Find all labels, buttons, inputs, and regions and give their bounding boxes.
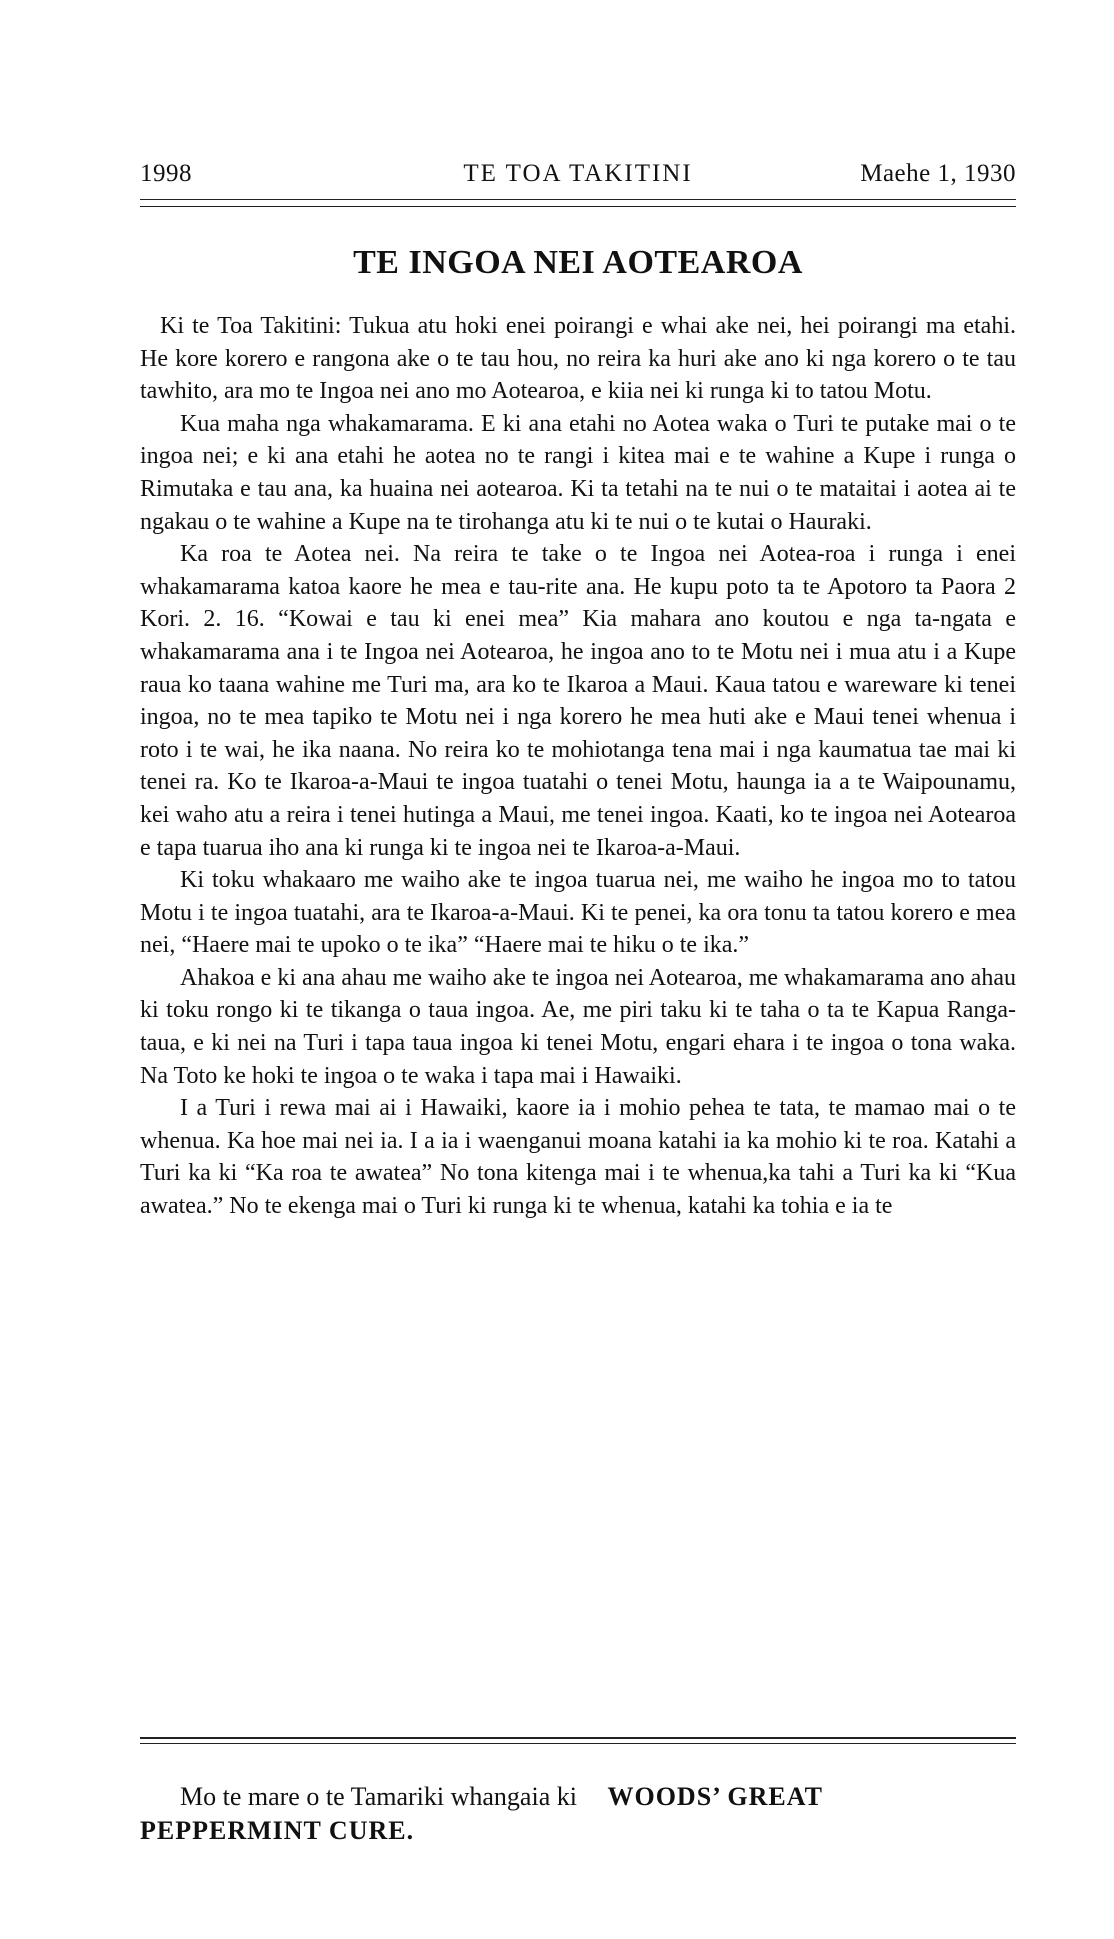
article-end-rule — [140, 1737, 1016, 1744]
running-head — [140, 160, 1016, 196]
advertisement-product: WOODS’ GREAT — [607, 1782, 823, 1811]
article-title: TE INGOA NEI AOTEAROA — [353, 244, 803, 281]
article-body — [140, 310, 1016, 1223]
article-paragraph: Ahakoa e ki ana ahau me waiho ake te ingoa nei Aotearoa, me whakamarama ano ahau ki toku rongo ki te tikanga o taua ingoa. Ae, me piri taku ki te taha o ta te Kapua Ranga-taua, e ki nei na Turi i tapa taua ingoa ki tenei Motu, engari ehara i te ingoa o tona waka. Na Toto ke hoki te ingoa o te waka i tapa mai i Hawaiki. — [140, 964, 1016, 1089]
header-rule-thin — [140, 206, 1016, 207]
article-paragraph: Ka roa te Aotea nei. Na reira te take o te Ingoa nei Aotea-roa i runga i enei whakamarama katoa kaore he mea e tau-rite ana. He kupu poto ta te Apotoro ta Paora 2 Kori. 2. 16. “Kowai e tau ki enei mea” Kia mahara ano koutou e nga ta-ngata e whakamarama ana i te Ingoa nei Aotearoa, he ingoa ano to te Motu nei i mua atu i a Kupe raua ko taana wahine me Turi ma, ara ko te Ikaroa a Maui. Kaua tatou e wareware ki tenei ingoa, no te mea tapiko te Motu nei i nga korero he mea huti ake e Maui tenei whenua i roto i te wai, he ika naana. No reira ko te mohiotanga tena mai i nga kaumatua tae mai ki tenei ra. Ko te Ikaroa-a-Maui te ingoa tuatahi o tenei Motu, haunga ia a te Waipounamu, kei waho atu a reira i tenei hutinga a Maui, me tenei ingoa. Kaati, ko te ingoa nei Aotearoa e tapa tuarua iho ana ki runga ki te ingoa nei te Ikaroa-a-Maui. — [140, 541, 1016, 861]
issue-date: Maehe 1, 1930 — [860, 160, 1016, 187]
article-paragraph: Ki toku whakaaro me waiho ake te ingoa tuarua nei, me waiho he ingoa mo to tatou Motu i te ingoa tuatahi, ara te Ikaroa-a-Maui. Ki te penei, ka ora tonu ta tatou korero e mea nei, “Haere mai te upoko o te ika” “Haere mai te hiku o te ika.” — [140, 867, 1016, 959]
page-number: 1998 — [140, 160, 192, 187]
header-rule — [140, 199, 1016, 200]
rule-thick — [140, 1737, 1016, 1739]
advertisement-line-1 — [180, 1782, 1016, 1812]
article-paragraph: I a Turi i rewa mai ai i Hawaiki, kaore ia i mohio pehea te tata, te mamao mai o te whenua. Ka hoe mai nei ia. I a ia i waenganui moana katahi ia ka mohio ki te roa. Katahi a Turi ka ki “Ka roa te awatea” No tona kitenga mai i te whenua,ka tahi a Turi ka ki “Kua awatea.” No te ekenga mai o Turi ki runga ki te whenua, katahi ka tohia e ia te — [140, 1095, 1016, 1220]
advertisement-line-2: PEPPERMINT CURE. — [140, 1816, 415, 1845]
article-paragraph: Kua maha nga whakamarama. E ki ana etahi no Aotea waka o Turi te putake mai o te ingoa nei; e ki ana etahi he aotea no te rangi i kitea mai e te wahine a Kupe i runga o Rimutaka e tau ana, ka huaina nei aotearoa. Ki ta tetahi na te nui o te mataitai i aotea ai te ngakau o te wahine a Kupe na te tirohanga atu ki te nui o te kutai o Hauraki. — [140, 410, 1016, 535]
advertisement-text: Mo te mare o te Tamariki whangaia ki — [180, 1782, 577, 1811]
journal-title: TE TOA TAKITINI — [463, 160, 693, 187]
article-paragraph: Ki te Toa Takitini: Tukua atu hoki enei poirangi e whai ake nei, hei poirangi ma etahi. He kore korero e rangona ake o te tau hou, no reira ka huri ake ano ki nga korero o te tau tawhito, ara mo te Ingoa nei ano mo Aotearoa, e kiia nei ki runga ki to tatou Motu. — [140, 313, 1016, 405]
rule-thin — [140, 1743, 1016, 1744]
